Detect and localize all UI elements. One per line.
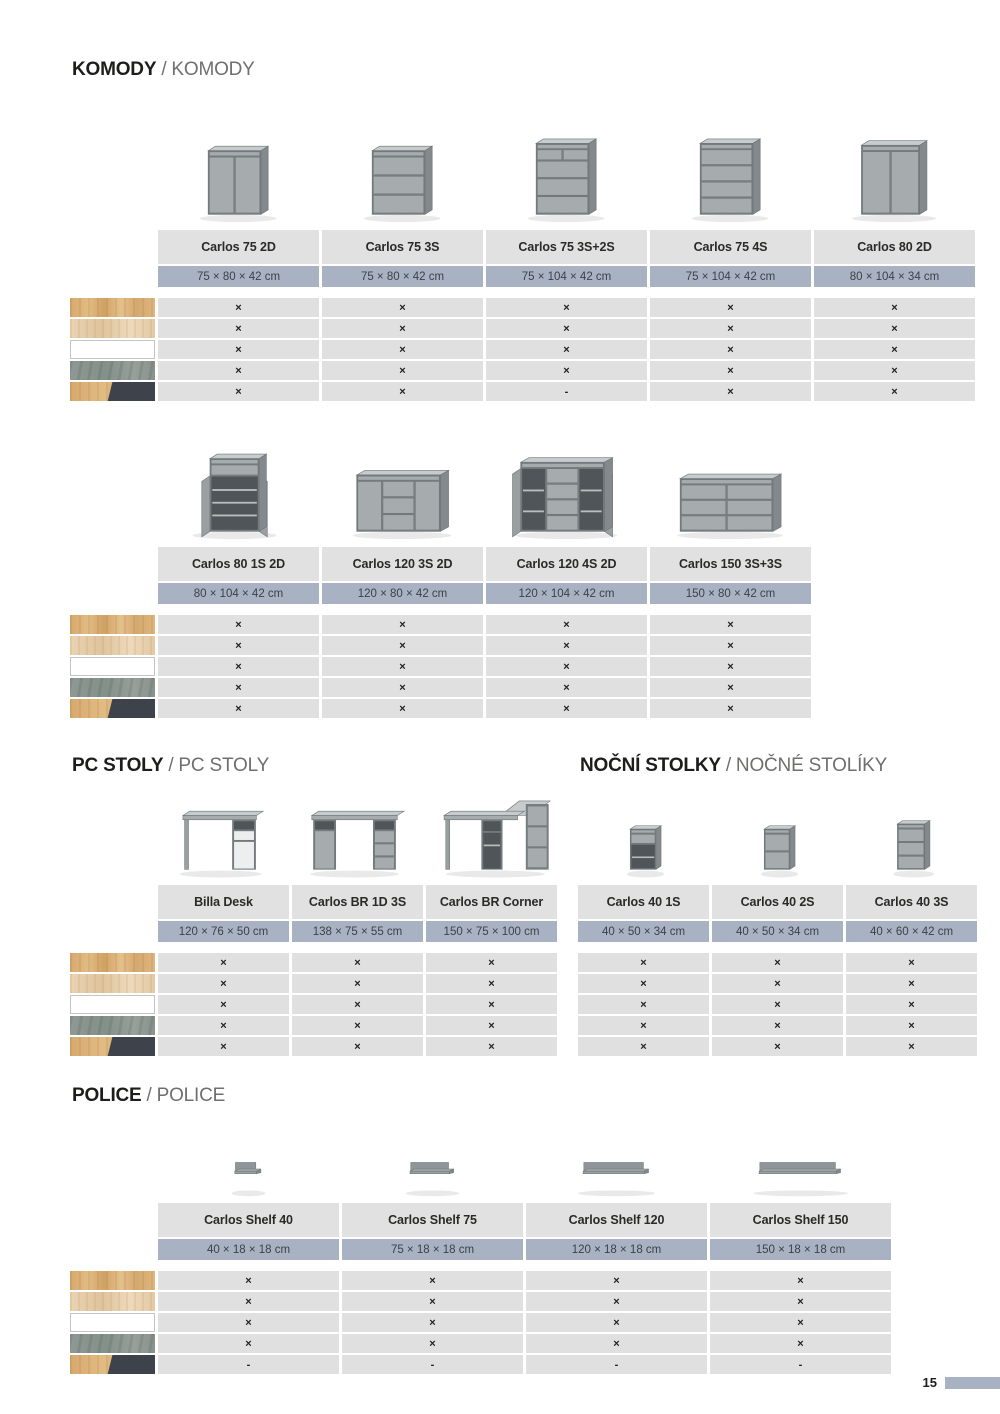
- product-dimensions: 75 × 18 × 18 cm: [342, 1239, 523, 1260]
- swatch-column-spacer: [70, 583, 155, 604]
- availability-cell: ×: [486, 636, 647, 655]
- product-image-carlos-br-corner: [426, 789, 557, 883]
- product-name: Carlos 120 3S 2D: [322, 547, 483, 581]
- availability-cell: ×: [526, 1271, 707, 1290]
- product-dimensions: 150 × 80 × 42 cm: [650, 583, 811, 604]
- product-dimensions: 80 × 104 × 42 cm: [158, 583, 319, 604]
- availability-cell: ×: [322, 657, 483, 676]
- section-title-secondary: PC STOLY: [178, 755, 270, 776]
- availability-cell: ×: [578, 995, 709, 1014]
- product-name: Carlos 40 2S: [712, 885, 843, 919]
- availability-cell: -: [342, 1355, 523, 1374]
- product-dimensions: 40 × 50 × 34 cm: [578, 921, 709, 942]
- availability-cell: ×: [650, 319, 811, 338]
- availability-cell: ×: [426, 953, 557, 972]
- product-name: Carlos Shelf 120: [526, 1203, 707, 1237]
- product-dimensions: 150 × 18 × 18 cm: [710, 1239, 891, 1260]
- product-image-carlos-120-4s-2d: [486, 445, 647, 545]
- availability-cell: ×: [158, 953, 289, 972]
- availability-cell: ×: [158, 615, 319, 634]
- product-image-billa-desk: [158, 789, 289, 883]
- product-image-carlos-80-1s-2d: [158, 445, 319, 545]
- availability-cell: ×: [322, 699, 483, 718]
- product-name: Carlos 75 2D: [158, 230, 319, 264]
- availability-cell: ×: [158, 699, 319, 718]
- product-image-carlos-120-3s-2d: [322, 445, 483, 545]
- nocni-stolky-table: [578, 789, 977, 1056]
- availability-cell: ×: [158, 1271, 339, 1290]
- product-name: Carlos BR Corner: [426, 885, 557, 919]
- section-title-primary: KOMODY: [72, 59, 157, 80]
- availability-cell: ×: [158, 1334, 339, 1353]
- white-swatch: [70, 1313, 155, 1332]
- product-dimensions: 80 × 104 × 34 cm: [814, 266, 975, 287]
- artisan-oak-swatch: [70, 615, 155, 634]
- availability-cell: ×: [426, 995, 557, 1014]
- availability-cell: ×: [342, 1313, 523, 1332]
- product-name: Carlos Shelf 75: [342, 1203, 523, 1237]
- availability-cell: ×: [486, 615, 647, 634]
- availability-cell: ×: [158, 382, 319, 401]
- availability-cell: ×: [486, 340, 647, 359]
- availability-cell: ×: [712, 1037, 843, 1056]
- swatch-column-spacer: [70, 885, 155, 919]
- concrete-grey-swatch: [70, 1016, 155, 1035]
- product-image-carlos-75-2d: [158, 128, 319, 228]
- availability-cell: ×: [712, 974, 843, 993]
- availability-cell: ×: [578, 953, 709, 972]
- availability-cell: ×: [650, 615, 811, 634]
- availability-cell: ×: [846, 974, 977, 993]
- product-image-carlos-75-3s-2s: [486, 128, 647, 228]
- availability-cell: ×: [814, 319, 975, 338]
- artisan-anthracite-swatch: [70, 382, 155, 401]
- availability-cell: ×: [292, 1037, 423, 1056]
- section-komody: [70, 58, 1000, 718]
- table-spacer: [578, 944, 977, 951]
- availability-cell: ×: [846, 1016, 977, 1035]
- section-title-pc-stoly: [72, 754, 557, 777]
- police-table: [70, 1121, 1000, 1374]
- product-dimensions: 120 × 18 × 18 cm: [526, 1239, 707, 1260]
- section-title-nocni-stolky: [580, 754, 977, 777]
- product-image-carlos-shelf-40: [158, 1121, 339, 1201]
- product-image-carlos-40-3s: [846, 789, 977, 883]
- artisan-anthracite-swatch: [70, 1037, 155, 1056]
- pc-stoly-table: [70, 789, 557, 1056]
- product-name: Carlos Shelf 150: [710, 1203, 891, 1237]
- artisan-oak-swatch: [70, 953, 155, 972]
- product-name: Carlos 150 3S+3S: [650, 547, 811, 581]
- availability-cell: ×: [292, 1016, 423, 1035]
- komody-table-1: [70, 128, 1000, 401]
- swatch-column-spacer: [70, 445, 155, 545]
- availability-cell: ×: [292, 953, 423, 972]
- availability-cell: ×: [322, 678, 483, 697]
- availability-cell: ×: [158, 298, 319, 317]
- swatch-column-spacer: [70, 230, 155, 264]
- availability-cell: ×: [158, 340, 319, 359]
- availability-cell: ×: [426, 1037, 557, 1056]
- desks-nightstands-row: [70, 754, 1000, 1056]
- artisan-oak-swatch: [70, 298, 155, 317]
- availability-cell: ×: [486, 678, 647, 697]
- availability-cell: ×: [650, 298, 811, 317]
- availability-cell: ×: [158, 974, 289, 993]
- footer-accent-bar: [945, 1377, 1000, 1389]
- availability-cell: -: [710, 1355, 891, 1374]
- product-name: Carlos 75 4S: [650, 230, 811, 264]
- artisan-anthracite-swatch: [70, 1355, 155, 1374]
- availability-cell: ×: [846, 1037, 977, 1056]
- availability-cell: ×: [322, 382, 483, 401]
- availability-cell: ×: [650, 657, 811, 676]
- product-dimensions: 120 × 80 × 42 cm: [322, 583, 483, 604]
- availability-cell: ×: [710, 1271, 891, 1290]
- availability-cell: ×: [578, 1016, 709, 1035]
- availability-cell: ×: [322, 361, 483, 380]
- availability-cell: ×: [158, 1037, 289, 1056]
- availability-cell: ×: [650, 678, 811, 697]
- table-spacer: [70, 289, 975, 296]
- artisan-oak-swatch: [70, 1271, 155, 1290]
- title-separator: /: [146, 1085, 152, 1106]
- availability-cell: -: [526, 1355, 707, 1374]
- product-image-carlos-40-2s: [712, 789, 843, 883]
- light-oak-swatch: [70, 319, 155, 338]
- light-oak-swatch: [70, 974, 155, 993]
- table-spacer: [70, 944, 557, 951]
- title-separator: /: [161, 59, 167, 80]
- product-image-carlos-80-2d: [814, 128, 975, 228]
- availability-cell: -: [486, 382, 647, 401]
- product-name: Carlos 40 1S: [578, 885, 709, 919]
- availability-cell: ×: [526, 1292, 707, 1311]
- availability-cell: ×: [486, 361, 647, 380]
- availability-cell: ×: [342, 1292, 523, 1311]
- product-dimensions: 120 × 104 × 42 cm: [486, 583, 647, 604]
- product-image-carlos-shelf-75: [342, 1121, 523, 1201]
- availability-cell: ×: [292, 995, 423, 1014]
- product-name: Billa Desk: [158, 885, 289, 919]
- availability-cell: ×: [486, 657, 647, 676]
- availability-cell: ×: [710, 1313, 891, 1332]
- product-name: Carlos 80 2D: [814, 230, 975, 264]
- availability-cell: ×: [846, 953, 977, 972]
- availability-cell: ×: [322, 615, 483, 634]
- section-title-secondary: NOČNÉ STOLÍKY: [735, 755, 888, 776]
- product-dimensions: 138 × 75 × 55 cm: [292, 921, 423, 942]
- concrete-grey-swatch: [70, 1334, 155, 1353]
- section-police: [70, 1084, 1000, 1374]
- availability-cell: ×: [846, 995, 977, 1014]
- availability-cell: ×: [712, 1016, 843, 1035]
- availability-cell: ×: [292, 974, 423, 993]
- section-title-primary: POLICE: [72, 1085, 142, 1106]
- product-name: Carlos 75 3S: [322, 230, 483, 264]
- availability-cell: ×: [578, 974, 709, 993]
- product-name: Carlos 120 4S 2D: [486, 547, 647, 581]
- availability-cell: ×: [712, 953, 843, 972]
- availability-cell: ×: [322, 319, 483, 338]
- availability-cell: ×: [322, 298, 483, 317]
- white-swatch: [70, 657, 155, 676]
- availability-cell: ×: [526, 1334, 707, 1353]
- availability-cell: ×: [814, 361, 975, 380]
- section-title-secondary: KOMODY: [171, 59, 255, 80]
- product-image-carlos-shelf-150: [710, 1121, 891, 1201]
- availability-cell: ×: [814, 340, 975, 359]
- availability-cell: ×: [486, 298, 647, 317]
- table-spacer: [70, 606, 811, 613]
- product-image-carlos-75-4s: [650, 128, 811, 228]
- section-title-police: [72, 1084, 1000, 1107]
- white-swatch: [70, 995, 155, 1014]
- product-image-carlos-75-3s: [322, 128, 483, 228]
- product-dimensions: 75 × 104 × 42 cm: [486, 266, 647, 287]
- product-dimensions: 120 × 76 × 50 cm: [158, 921, 289, 942]
- availability-cell: ×: [158, 678, 319, 697]
- title-separator: /: [725, 755, 731, 776]
- page-footer: [923, 1375, 1000, 1390]
- product-image-carlos-shelf-120: [526, 1121, 707, 1201]
- swatch-column-spacer: [70, 789, 155, 883]
- product-dimensions: 40 × 18 × 18 cm: [158, 1239, 339, 1260]
- swatch-column-spacer: [70, 1239, 155, 1260]
- availability-cell: ×: [322, 340, 483, 359]
- product-image-carlos-br-1d-3s: [292, 789, 423, 883]
- availability-cell: ×: [322, 636, 483, 655]
- availability-cell: ×: [710, 1292, 891, 1311]
- white-swatch: [70, 340, 155, 359]
- table-spacer: [70, 1262, 891, 1269]
- section-title-komody: [72, 58, 1000, 81]
- product-image-carlos-40-1s: [578, 789, 709, 883]
- product-name: Carlos Shelf 40: [158, 1203, 339, 1237]
- availability-cell: ×: [650, 361, 811, 380]
- availability-cell: ×: [342, 1334, 523, 1353]
- concrete-grey-swatch: [70, 361, 155, 380]
- product-dimensions: 150 × 75 × 100 cm: [426, 921, 557, 942]
- availability-cell: ×: [158, 361, 319, 380]
- light-oak-swatch: [70, 1292, 155, 1311]
- product-name: Carlos BR 1D 3S: [292, 885, 423, 919]
- availability-cell: ×: [650, 340, 811, 359]
- section-title-primary: PC STOLY: [72, 755, 164, 776]
- availability-cell: ×: [814, 298, 975, 317]
- swatch-column-spacer: [70, 1121, 155, 1201]
- availability-cell: ×: [158, 1016, 289, 1035]
- availability-cell: ×: [650, 382, 811, 401]
- availability-cell: ×: [712, 995, 843, 1014]
- swatch-column-spacer: [70, 128, 155, 228]
- page-number: 15: [922, 1375, 937, 1390]
- komody-table-2: [70, 445, 1000, 718]
- section-nocni-stolky: [578, 754, 977, 1056]
- swatch-column-spacer: [70, 266, 155, 287]
- availability-cell: ×: [526, 1313, 707, 1332]
- product-name: Carlos 80 1S 2D: [158, 547, 319, 581]
- product-name: Carlos 75 3S+2S: [486, 230, 647, 264]
- product-dimensions: 75 × 80 × 42 cm: [158, 266, 319, 287]
- availability-cell: ×: [158, 636, 319, 655]
- availability-cell: ×: [578, 1037, 709, 1056]
- product-dimensions: 75 × 80 × 42 cm: [322, 266, 483, 287]
- swatch-column-spacer: [70, 921, 155, 942]
- section-title-secondary: POLICE: [156, 1085, 226, 1106]
- availability-cell: ×: [710, 1334, 891, 1353]
- availability-cell: ×: [650, 636, 811, 655]
- title-separator: /: [168, 755, 174, 776]
- availability-cell: ×: [158, 319, 319, 338]
- availability-cell: ×: [342, 1271, 523, 1290]
- availability-cell: ×: [158, 1292, 339, 1311]
- product-image-carlos-150-3s-3s: [650, 445, 811, 545]
- availability-cell: ×: [486, 319, 647, 338]
- availability-cell: -: [158, 1355, 339, 1374]
- availability-cell: ×: [158, 995, 289, 1014]
- swatch-column-spacer: [70, 547, 155, 581]
- availability-cell: ×: [426, 974, 557, 993]
- availability-cell: ×: [158, 1313, 339, 1332]
- availability-cell: ×: [158, 657, 319, 676]
- product-dimensions: 40 × 50 × 34 cm: [712, 921, 843, 942]
- artisan-anthracite-swatch: [70, 699, 155, 718]
- product-name: Carlos 40 3S: [846, 885, 977, 919]
- availability-cell: ×: [814, 382, 975, 401]
- section-pc-stoly: [70, 754, 557, 1056]
- concrete-grey-swatch: [70, 678, 155, 697]
- light-oak-swatch: [70, 636, 155, 655]
- availability-cell: ×: [486, 699, 647, 718]
- availability-cell: ×: [426, 1016, 557, 1035]
- availability-cell: ×: [650, 699, 811, 718]
- product-dimensions: 40 × 60 × 42 cm: [846, 921, 977, 942]
- swatch-column-spacer: [70, 1203, 155, 1237]
- product-dimensions: 75 × 104 × 42 cm: [650, 266, 811, 287]
- section-title-primary: NOČNÍ STOLKY: [580, 755, 721, 776]
